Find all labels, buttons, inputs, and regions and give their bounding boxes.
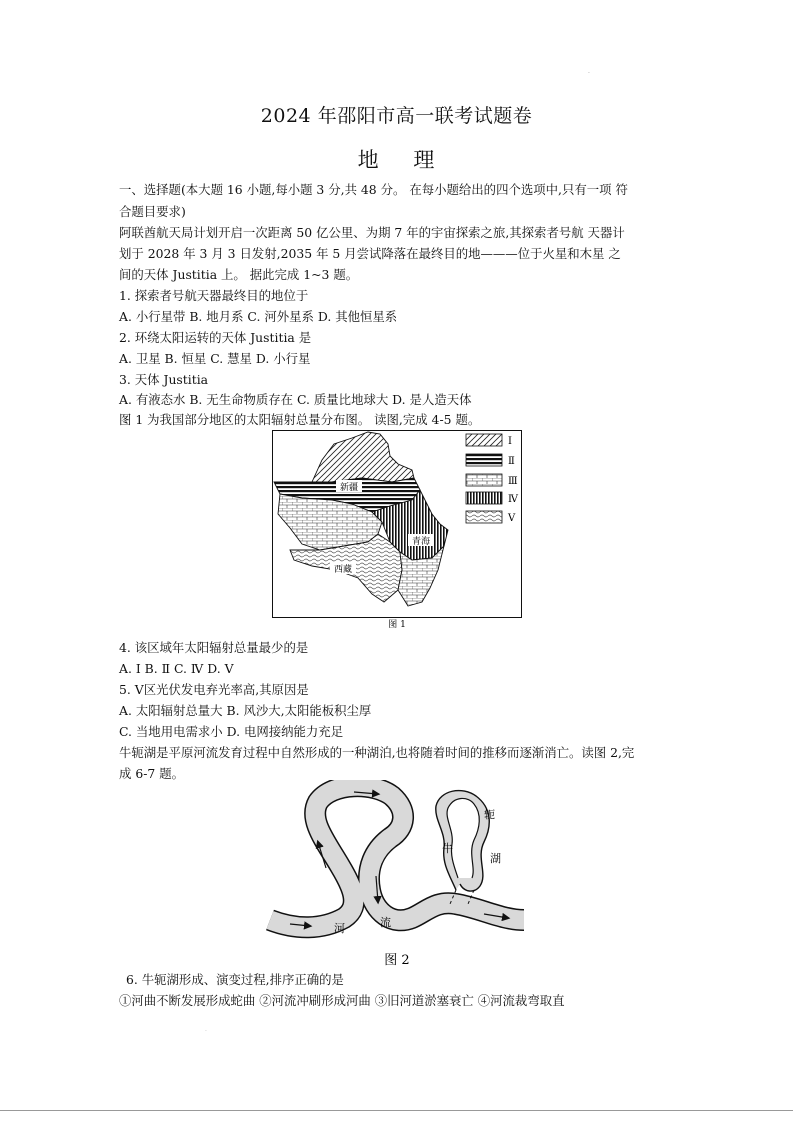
question-1-options: A. 小行星带 B. 地月系 C. 河外星系 D. 其他恒星系 — [119, 309, 398, 324]
legend-IV: Ⅳ — [508, 494, 518, 505]
figure1-caption: 图 1 — [388, 620, 406, 628]
legend-I: Ⅰ — [508, 436, 512, 447]
question-5: 5. Ⅴ区光伏发电弃光率高,其原因是 — [119, 682, 309, 697]
label-e: 轭 — [484, 808, 495, 821]
page-bottom-rule — [0, 1110, 793, 1111]
passage-line3: 间的天体 Justitia 上。 据此完成 1~3 题。 — [119, 267, 359, 282]
question-6: 6. 牛轭湖形成、演变过程,排序正确的是 — [126, 972, 344, 987]
legend-V: Ⅴ — [508, 513, 516, 524]
question-5-options-line2: C. 当地用电需求小 D. 电网接纳能力充足 — [119, 724, 344, 739]
figure1-intro: 图 1 为我国部分地区的太阳辐射总量分布图。 读图,完成 4-5 题。 — [119, 412, 481, 427]
label-liu: 流 — [380, 916, 391, 929]
region-label-xinjiang: 新疆 — [339, 483, 359, 493]
question-5-options-line1: A. 太阳辐射总量大 B. 风沙大,太阳能板积尘厚 — [119, 703, 372, 718]
label-hu: 湖 — [490, 852, 501, 865]
passage-line2: 划于 2028 年 3 月 3 日发射,2035 年 5 月尝试降落在最终目的地———位于火星和木星 之 — [119, 246, 621, 261]
question-1: 1. 探索者号航天器最终目的地位于 — [119, 288, 309, 303]
scan-dot: . — [588, 68, 590, 75]
figure2-caption: 图 2 — [384, 953, 410, 968]
oxbow-intro-line2: 成 6-7 题。 — [119, 766, 185, 781]
section-heading-line1: 一、选择题(本大题 16 小题,每小题 3 分,共 48 分。 在每小题给出的四个选项中,只有一项 符 — [119, 182, 628, 197]
subject-title: 地 理 — [357, 148, 436, 172]
legend-II: Ⅱ — [508, 456, 515, 467]
region-label-xizang: 西藏 — [333, 565, 353, 575]
oxbow-lake-diagram — [266, 780, 528, 968]
solar-radiation-map — [272, 430, 522, 628]
legend-III: Ⅲ — [508, 476, 518, 487]
page-title: 2024 年邵阳市高一联考试题卷 — [260, 105, 533, 127]
question-4: 4. 该区域年太阳辐射总量最少的是 — [119, 640, 309, 655]
section-heading-line2: 合题目要求) — [119, 204, 186, 219]
question-2-options: A. 卫星 B. 恒星 C. 慧星 D. 小行星 — [119, 351, 311, 366]
question-3-options: A. 有液态水 B. 无生命物质存在 C. 质量比地球大 D. 是人造天体 — [119, 392, 472, 407]
question-6-options: ①河曲不断发展形成蛇曲 ②河流冲刷形成河曲 ③旧河道淤塞衰亡 ④河流裁弯取直 — [119, 993, 565, 1008]
label-niu: 牛 — [442, 842, 453, 855]
passage-line1: 阿联酋航天局计划开启一次距离 50 亿公里、为期 7 年的宇宙探索之旅,其探索者号航 天器计 — [119, 225, 625, 240]
question-4-options: A. Ⅰ B. Ⅱ C. Ⅳ D. Ⅴ — [119, 661, 234, 676]
region-label-qinghai: 青海 — [411, 537, 431, 547]
oxbow-intro-line1: 牛轭湖是平原河流发育过程中自然形成的一种湖泊,也将随着时间的推移而逐渐消亡。读图 2,完 — [119, 745, 635, 760]
scan-dot-2: . — [205, 1026, 207, 1033]
question-3: 3. 天体 Justitia — [119, 372, 209, 387]
label-he: 河 — [334, 922, 345, 935]
question-2: 2. 环绕太阳运转的天体 Justitia 是 — [119, 330, 312, 345]
